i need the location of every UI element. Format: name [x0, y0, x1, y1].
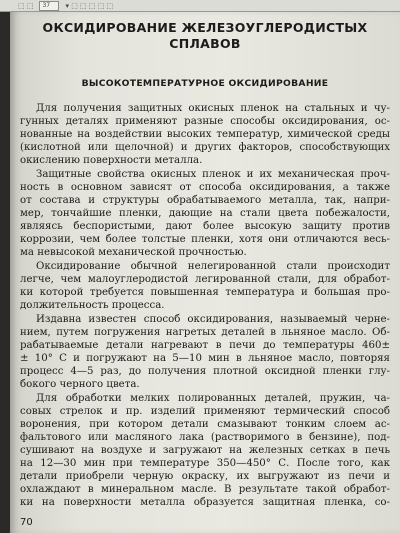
page-number: 70 — [20, 517, 33, 528]
text-line: воронения, при котором детали смазывают тонким слоем ас- — [20, 419, 390, 430]
text-line: Защитные свойства окисных пленок и их механическая проч- — [36, 169, 390, 180]
text-line: мер, тончайшие пленки, дающие на стали цвета побежалости, — [20, 208, 390, 219]
text-line: сушивают на воздухе и загружают на железных сетках в печь — [20, 445, 390, 456]
text-line: от состава и структуры обрабатываемого металла, так, напри- — [20, 195, 390, 206]
text-line: ки которой требуется повышенная температура и большая про- — [20, 287, 390, 298]
text-line: на 12—30 мин при температуре 350—450° С. После того, как — [20, 458, 390, 469]
text-line: нованные на воздействии высоких температур, химической среды — [20, 129, 390, 140]
chapter-title-line-1: ОКСИДИРОВАНИЕ ЖЕЛЕЗОУГЛЕРОДИСТЫХ — [42, 20, 368, 35]
top-toolbar — [0, 0, 400, 12]
section-subtitle: ВЫСОКОТЕМПЕРАТУРНОЕ ОКСИДИРОВАНИЕ — [81, 78, 329, 89]
text-line: ма невысокой механической прочностью. — [20, 247, 247, 258]
toolbar-left-icons[interactable]: ⬚ ⬚ — [18, 1, 34, 10]
text-line: являясь беспористыми, дают более высокую защиту против — [20, 221, 390, 232]
chapter-title-line-2: СПЛАВОВ — [169, 36, 241, 51]
toolbar-right-icons[interactable]: ▾ ⬚ ⬚ ⬚ ⬚ ⬚ — [65, 1, 114, 10]
text-line: гунных деталях применяют разные способы оксидирования, ос- — [20, 116, 390, 127]
text-line: легче, чем малоуглеродистой легированной стали, для обработ- — [20, 274, 390, 285]
text-line: Издавна известен способ оксидирования, называемый черне- — [36, 314, 390, 325]
text-line: ность в основном зависят от способа оксидирования, а также — [20, 182, 390, 193]
book-page — [10, 12, 400, 533]
text-line: рабатываемые детали нагревают в печи до температуры 460± — [20, 340, 390, 351]
text-line: бокого черного цвета. — [20, 379, 140, 390]
text-line: ± 10° С и погружают на 5—10 мин в льняное масло, повторяя — [20, 353, 390, 364]
text-line: охлаждают в минеральном масле. В результате такой обработ- — [20, 484, 390, 495]
text-line: Оксидирование обычной нелегированной стали происходит — [36, 261, 390, 272]
text-line: должительность процесса. — [20, 300, 165, 311]
text-line: окислению поверхности металла. — [20, 155, 203, 166]
toolbar-value-field[interactable]: 37 — [39, 1, 59, 11]
text-line: нием, путем погружения нагретых деталей в льняное масло. Об- — [20, 327, 390, 338]
text-line: детали приобрели черную окраску, их выгружают из печи и — [20, 471, 390, 482]
text-line: ки на поверхности металла образуется защитная пленка, со- — [20, 497, 390, 508]
text-line: совых стрелок и пр. изделий применяют термический способ — [20, 406, 390, 417]
text-line: Для получения защитных окисных пленок на стальных и чу- — [36, 103, 390, 114]
text-line: коррозии, чем более толстые пленки, хотя они отличаются весь- — [20, 234, 390, 245]
text-line: фальтового или масляного лака (растворимого в бензине), под- — [20, 432, 390, 443]
text-line: Для обработки мелких полированных деталей, пружин, ча- — [36, 393, 390, 404]
text-line: (кислотной или щелочной) и других факторов, способствующих — [20, 142, 390, 153]
text-line: процесс 4—5 раз, до получения плотной оксидной пленки глу- — [20, 366, 390, 377]
